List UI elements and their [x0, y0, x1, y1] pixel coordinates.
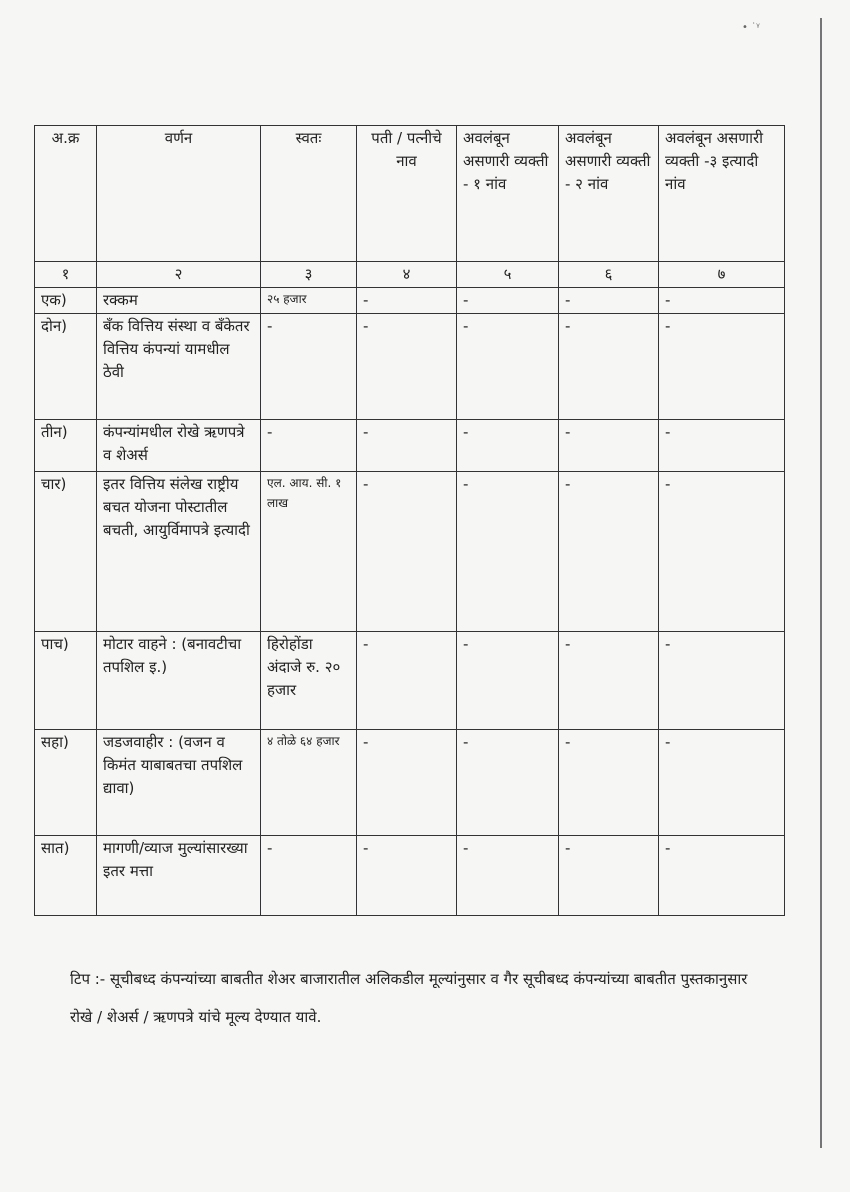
- table-row: [35, 420, 785, 472]
- col-header-spouse: पती / पत्नीचे नाव: [357, 126, 457, 262]
- row-self-value: हिरोहोंडा अंदाजे रु. २० हजार: [261, 632, 357, 730]
- row-dependent-2-value: -: [559, 288, 659, 314]
- col-number: १: [35, 262, 97, 288]
- row-serial: चार): [35, 472, 97, 632]
- row-dependent-2-value: -: [559, 632, 659, 730]
- row-dependent-1-value: -: [457, 288, 559, 314]
- row-description: जडजवाहीर : (वजन व किमंत याबाबतचा तपशिल द्यावा): [97, 730, 261, 836]
- col-header-dependent-2: अवलंबून असणारी व्यक्ती - २ नांव: [559, 126, 659, 262]
- col-number: ४: [357, 262, 457, 288]
- row-spouse-value: -: [357, 420, 457, 472]
- table-row: [35, 314, 785, 420]
- col-number: ३: [261, 262, 357, 288]
- row-serial: एक): [35, 288, 97, 314]
- col-number: २: [97, 262, 261, 288]
- row-dependent-3-value: -: [659, 836, 785, 916]
- col-number: ७: [659, 262, 785, 288]
- row-description: कंपन्यांमधील रोखे ऋणपत्रे व शेअर्स: [97, 420, 261, 472]
- row-description: मोटार वाहने : (बनावटीचा तपशिल इ.): [97, 632, 261, 730]
- col-header-description: वर्णन: [97, 126, 261, 262]
- row-serial: तीन): [35, 420, 97, 472]
- row-dependent-3-value: -: [659, 472, 785, 632]
- col-number: ५: [457, 262, 559, 288]
- row-spouse-value: -: [357, 472, 457, 632]
- row-dependent-3-value: -: [659, 730, 785, 836]
- row-dependent-3-value: -: [659, 632, 785, 730]
- row-dependent-1-value: -: [457, 420, 559, 472]
- table-row: [35, 836, 785, 916]
- row-self-value: एल. आय. सी. १ लाख: [261, 472, 357, 632]
- page-edge-line: [820, 18, 822, 1148]
- footnote: टिप :- सूचीबध्द कंपन्यांच्या बाबतीत शेअर बाजारातील अलिकडील मूल्यांनुसार व गैर सूचीबध्द कंपन्यांच्या बाबतीत पुस्तकानुसार रोखे / शेअर्स / ऋणपत्रे यांचे मूल्य देण्यात यावे.: [70, 970, 748, 1026]
- row-spouse-value: -: [357, 836, 457, 916]
- row-self-value: -: [261, 420, 357, 472]
- header-row: [35, 126, 785, 262]
- row-dependent-1-value: -: [457, 314, 559, 420]
- column-number-row: [35, 262, 785, 288]
- col-header-serial: अ.क्र: [35, 126, 97, 262]
- col-header-self: स्वतः: [261, 126, 357, 262]
- row-dependent-2-value: -: [559, 472, 659, 632]
- row-self-value: -: [261, 836, 357, 916]
- col-header-dependent-1: अवलंबून असणारी व्यक्ती - १ नांव: [457, 126, 559, 262]
- row-serial: पाच): [35, 632, 97, 730]
- row-spouse-value: -: [357, 314, 457, 420]
- row-dependent-3-value: -: [659, 288, 785, 314]
- row-dependent-3-value: -: [659, 420, 785, 472]
- row-description: मागणी/व्याज मुल्यांसारख्या इतर मत्ता: [97, 836, 261, 916]
- row-dependent-2-value: -: [559, 730, 659, 836]
- table-row: [35, 288, 785, 314]
- row-description: इतर वित्तिय संलेख राष्ट्रीय बचत योजना पोस्टातील बचती, आयुर्विमापत्रे इत्यादी: [97, 472, 261, 632]
- row-serial: सहा): [35, 730, 97, 836]
- col-number: ६: [559, 262, 659, 288]
- table-row: [35, 632, 785, 730]
- row-dependent-1-value: -: [457, 730, 559, 836]
- col-header-dependent-3: अवलंबून असणारी व्यक्ती -३ इत्यादी नांव: [659, 126, 785, 262]
- row-spouse-value: -: [357, 288, 457, 314]
- row-dependent-2-value: -: [559, 314, 659, 420]
- row-dependent-2-value: -: [559, 836, 659, 916]
- row-dependent-3-value: -: [659, 314, 785, 420]
- row-spouse-value: -: [357, 632, 457, 730]
- row-self-value: २५ हजार: [261, 288, 357, 314]
- row-self-value: ४ तोळे ६४ हजार: [261, 730, 357, 836]
- corner-mark: • ˙ᵞ: [742, 22, 760, 33]
- assets-table: [34, 125, 785, 916]
- table-row: [35, 730, 785, 836]
- row-dependent-2-value: -: [559, 420, 659, 472]
- row-description: बॅंक वित्तिय संस्था व बॅंकेतर वित्तिय कंपन्यां यामधील ठेवी: [97, 314, 261, 420]
- row-description: रक्कम: [97, 288, 261, 314]
- row-dependent-1-value: -: [457, 836, 559, 916]
- row-serial: सात): [35, 836, 97, 916]
- row-spouse-value: -: [357, 730, 457, 836]
- row-dependent-1-value: -: [457, 472, 559, 632]
- row-self-value: -: [261, 314, 357, 420]
- row-serial: दोन): [35, 314, 97, 420]
- table-row: [35, 472, 785, 632]
- row-dependent-1-value: -: [457, 632, 559, 730]
